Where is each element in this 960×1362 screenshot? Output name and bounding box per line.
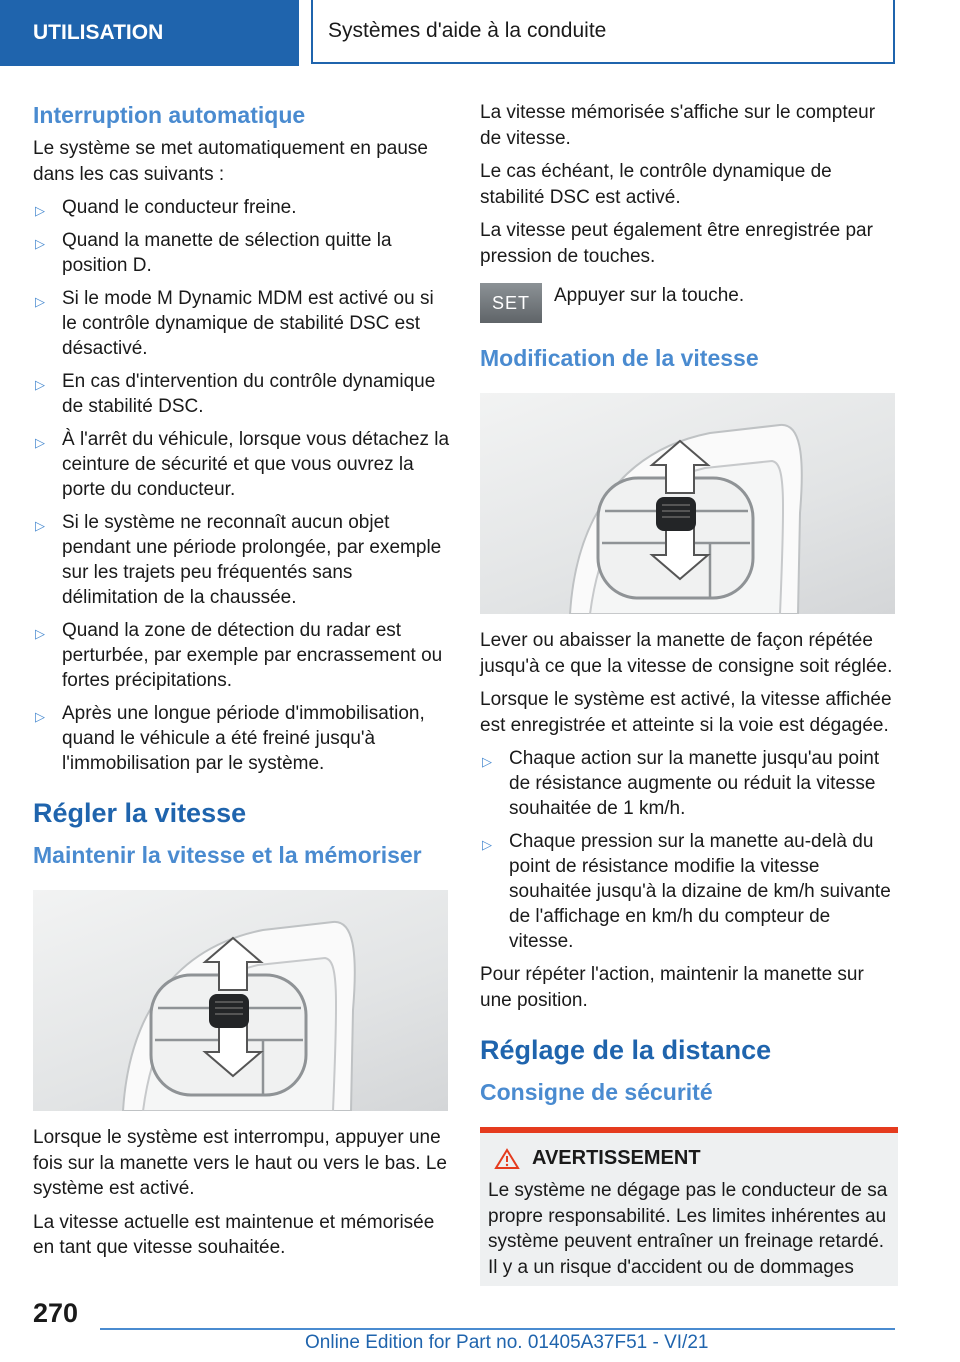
page-number: 270 bbox=[33, 1298, 79, 1328]
list-item: ▷ Quand la zone de détection du radar est perturbée, par exemple par encrassement ou fortes précipitations. bbox=[35, 620, 443, 691]
triangle-bullet-icon: ▷ bbox=[35, 236, 45, 251]
list-item: ▷ En cas d'intervention du contrôle dynamique de stabilité DSC. bbox=[35, 371, 436, 417]
triangle-bullet-icon: ▷ bbox=[35, 518, 45, 533]
triangle-bullet-icon: ▷ bbox=[35, 377, 45, 392]
heading-consigne: Consigne de sécurité bbox=[480, 1079, 713, 1105]
list-item: ▷ Après une longue période d'immobilisation, quand le véhicule a été freiné jusqu'à l'immobilisation par le système. bbox=[35, 703, 425, 774]
steering-wheel-controls-image-2 bbox=[480, 393, 895, 614]
list-item: ▷ À l'arrêt du véhicule, lorsque vous détachez la ceinture de sécurité et que vous ouvrez la porte du conducteur. bbox=[35, 429, 450, 500]
triangle-bullet-icon: ▷ bbox=[482, 754, 492, 769]
set-instruction-text: Appuyer sur la touche. bbox=[554, 285, 745, 306]
modification-list bbox=[480, 746, 898, 954]
paragraph: Pour répéter l'action, maintenir la manette sur une position. bbox=[480, 964, 864, 1011]
paragraph: Lorsque le système est interrompu, appuyer une fois sur la manette vers le haut ou vers le bas. Le système est activé. bbox=[33, 1127, 447, 1199]
chapter-tab: UTILISATION bbox=[0, 0, 299, 66]
paragraph: Le système se met automatiquement en pause dans les cas suivants : bbox=[33, 138, 429, 185]
right-column bbox=[480, 100, 898, 1286]
warning-text: Le système ne dégage pas le conducteur de sa propre responsabilité. Les limites inhérentes au système peuvent entraîner un freinage retardé. Il y a un risque d'accident ou de dommages bbox=[488, 1180, 888, 1278]
triangle-bullet-icon: ▷ bbox=[35, 626, 45, 641]
footer-divider bbox=[100, 1328, 895, 1330]
triangle-bullet-icon: ▷ bbox=[35, 203, 45, 218]
triangle-bullet-icon: ▷ bbox=[35, 294, 45, 309]
list-item: ▷ Si le mode M Dynamic MDM est activé ou si le contrôle dynamique de stabilité DSC est désactivé. bbox=[35, 288, 434, 359]
triangle-bullet-icon: ▷ bbox=[482, 837, 492, 852]
list-item: ▷ Si le système ne reconnaît aucun objet pendant une période prolongée, par exemple sur les trajets peu fréquentés sans délimitation de la chaussée. bbox=[35, 512, 442, 608]
steering-control-illustration bbox=[480, 393, 895, 614]
steering-wheel-controls-image bbox=[33, 890, 448, 1111]
paragraph: Le cas échéant, le contrôle dynamique de stabilité DSC est activé. bbox=[480, 161, 832, 208]
interruption-list bbox=[33, 195, 451, 776]
footer-edition: Online Edition for Part no. 01405A37F51 - VI/21 bbox=[305, 1332, 709, 1353]
triangle-bullet-icon: ▷ bbox=[35, 435, 45, 450]
warning-title: AVERTISSEMENT bbox=[532, 1147, 701, 1169]
left-column bbox=[33, 100, 451, 1269]
heading-distance: Réglage de la distance bbox=[480, 1035, 772, 1065]
list-item: ▷ Chaque action sur la manette jusqu'au point de résistance augmente ou réduit la vitesse souhaitée de 1 km/h. bbox=[482, 748, 880, 819]
list-item: ▷ Chaque pression sur la manette au-delà du point de résistance modifie la vitesse souhaitée jusqu'à la dizaine de km/h suivante de l'affichage en km/h du compteur de vitesse. bbox=[482, 831, 891, 952]
list-item: ▷ Quand le conducteur freine. bbox=[33, 195, 451, 220]
heading-modification: Modification de la vitesse bbox=[480, 345, 759, 371]
heading-interruption: Interruption automatique bbox=[33, 102, 306, 128]
paragraph: La vitesse peut également être enregistrée par pression de touches. bbox=[480, 220, 873, 267]
warning-triangle-icon bbox=[494, 1148, 520, 1170]
triangle-bullet-icon: ▷ bbox=[35, 709, 45, 724]
paragraph: La vitesse mémorisée s'affiche sur le compteur de vitesse. bbox=[480, 102, 876, 149]
warning-header bbox=[494, 1147, 890, 1170]
section-title: Systèmes d'aide à la conduite bbox=[311, 0, 895, 64]
list-item: ▷ Quand la manette de sélection quitte la position D. bbox=[35, 230, 392, 276]
paragraph: Lever ou abaisser la manette de façon répétée jusqu'à ce que la vitesse de consigne soit réglée. bbox=[480, 630, 893, 677]
heading-maintenir: Maintenir la vitesse et la mémoriser bbox=[33, 842, 422, 868]
warning-box bbox=[480, 1127, 898, 1286]
set-button-icon: SET bbox=[480, 283, 542, 323]
set-instruction bbox=[480, 283, 898, 323]
steering-control-illustration bbox=[33, 890, 448, 1111]
paragraph: Lorsque le système est activé, la vitesse affichée est enregistrée et atteinte si la voie est dégagée. bbox=[480, 689, 892, 736]
heading-regler: Régler la vitesse bbox=[33, 798, 247, 828]
paragraph: La vitesse actuelle est maintenue et mémorisée en tant que vitesse souhaitée. bbox=[33, 1211, 435, 1258]
